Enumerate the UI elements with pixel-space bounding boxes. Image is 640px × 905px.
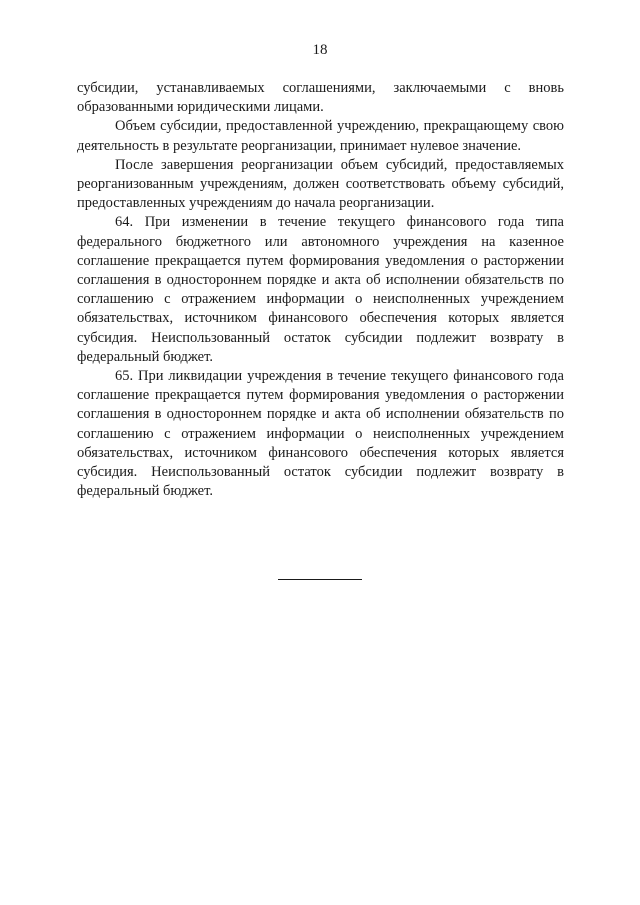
end-separator-line: [278, 579, 362, 580]
paragraph-continuation: субсидии, устанавливаемых соглашениями, заключаемыми с вновь образованными юридическими лицами.: [77, 80, 564, 116]
paragraph-after-reorganization: После завершения реорганизации объем субсидий, предоставляемых реорганизованным учреждениям, должен соответствовать объему субсидий, предоставленных учреждениям до начала реорганизации.: [77, 156, 564, 212]
paragraph-subsidy-volume: Объем субсидии, предоставленной учреждению, прекращающему свою деятельность в результате реорганизации, принимает нулевое значение.: [77, 118, 564, 154]
page-number: 18: [312, 42, 328, 58]
document-body: [77, 79, 564, 501]
paragraph-clause-65: 65. При ликвидации учреждения в течение текущего финансового года соглашение прекращается путем формирования уведомления о расторжении соглашения в одностороннем порядке и акта об исполнении обязательств по соглашению с отражением информации о неисполненных учреждением обязательствах, источником финансового обеспечения которых является субсидия. Неиспользованный остаток субсидии подлежит возврату в федеральный бюджет.: [77, 368, 564, 500]
paragraph-clause-64: 64. При изменении в течение текущего финансового года типа федерального бюджетного или автономного учреждения на казенное соглашение прекращается путем формирования уведомления о расторжении соглашения в одностороннем порядке и акта об исполнении обязательств по соглашению с отражением информации о неисполненных учреждением обязательствах, источником финансового обеспечения которых является субсидия. Неиспользованный остаток субсидии подлежит возврату в федеральный бюджет.: [77, 214, 564, 365]
